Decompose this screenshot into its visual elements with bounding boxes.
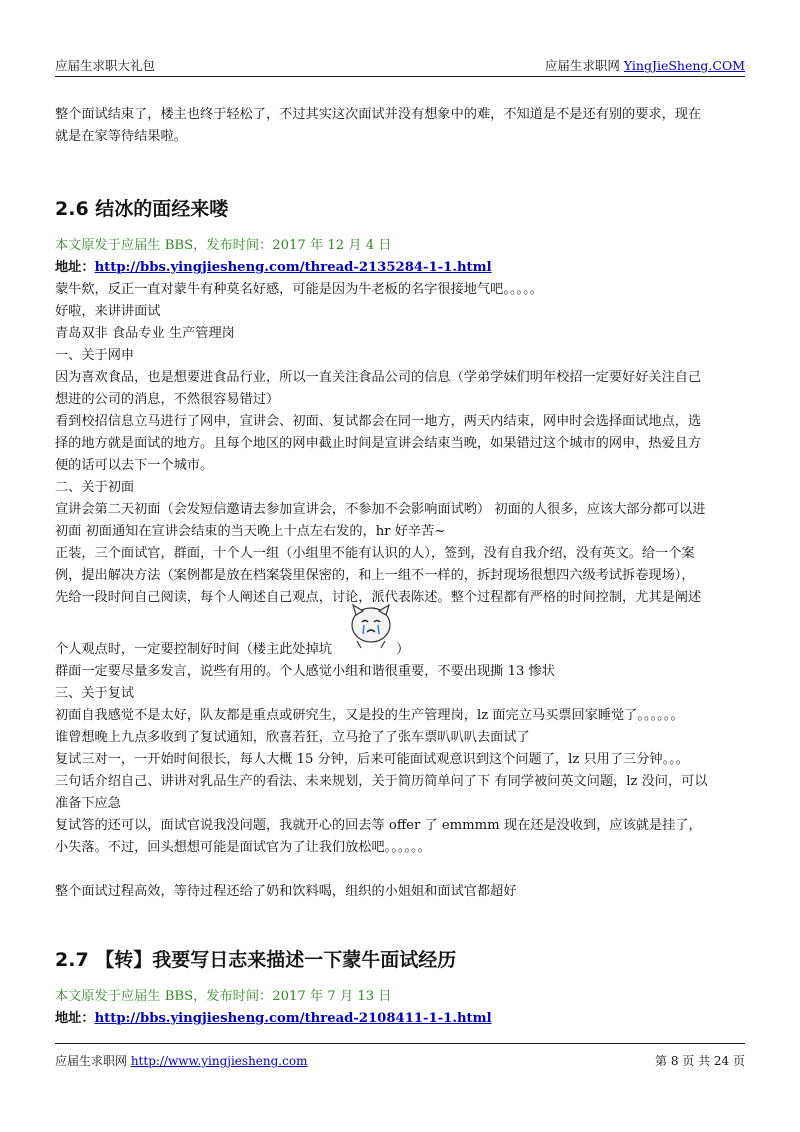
page-footer [55, 1043, 745, 1072]
text-line: 择的地方就是面试的地方。且每个地区的网申截止时间是宣讲会结束当晚，如果错过这个城市的网申，热爱且方 [55, 436, 702, 451]
section-2-6-address [55, 257, 747, 279]
page-number: 第 8 页 共 24 页 [655, 1054, 745, 1068]
section-2-6-source: 本文原发于应届生 BBS，发布时间：2017 年 12 月 4 日 [55, 238, 392, 253]
text-line: 一、关于网申 [55, 348, 135, 363]
footer-site [55, 1052, 307, 1069]
text-line: 宣讲会第二天初面（会发短信邀请去参加宣讲会，不参加不会影响面试哟） 初面的人很多，应该大部分都可以进 [55, 502, 706, 517]
text-line: 例，提出解决方法（案例都是放在档案袋里保密的，和上一组不一样的，拆封现场很想四六级考试拆卷现场）， [55, 568, 695, 583]
text-line: 二、关于初面 [55, 480, 135, 495]
section-2-7-address [55, 1008, 747, 1030]
text-line: 准备下应急 [55, 796, 121, 811]
text-line: 小失落。不过，回头想想可能是面试官为了让我们放松吧。。。。。。 [55, 840, 431, 855]
address-label: 地址： [55, 1011, 95, 1026]
header-site-link[interactable]: YingJieSheng.COM [623, 58, 745, 73]
section-2-6-body [55, 279, 747, 609]
page-header [55, 50, 745, 77]
text-line: 因为喜欢食品，也是想要进食品行业，所以一直关注食品公司的信息（学弟学妹们明年校招一定要好好关注自己 [55, 370, 702, 385]
text-line: 初面自我感觉不是太好，队友都是重点或研究生，又是投的生产管理岗，lz 面完立马买票回家睡觉了。。。。。。 [55, 708, 684, 723]
section-2-7-link[interactable]: http://bbs.yingjiesheng.com/thread-2108411-1-1.html [94, 1011, 492, 1026]
header-title: 应届生求职大礼包 [55, 58, 156, 73]
text-line: 先给一段时间自己阅读，每个人阐述自己观点，讨论，派代表陈述。整个过程都有严格的时间控制，尤其是阐述 [55, 590, 702, 605]
page-content [55, 104, 747, 1030]
text-line: 便的话可以去下一个城市。 [55, 458, 214, 473]
text-line: 初面 初面通知在宣讲会结束的当天晚上十点左右发的，hr 好辛苦~ [55, 524, 446, 539]
address-label: 地址： [55, 260, 95, 275]
sticker-line-text: 个人观点时，一定要控制好时间（楼主此处掉坑 [55, 642, 332, 657]
header-site-name: 应届生求职网 [544, 58, 624, 73]
footer-site-name: 应届生求职网 [55, 1054, 131, 1068]
section-2-6-link[interactable]: http://bbs.yingjiesheng.com/thread-2135284-1-1.html [94, 260, 492, 275]
text-line: 群面一定要尽量多发言，说些有用的。个人感觉小组和谐很重要，不要出现撕 13 惨状 [55, 664, 555, 679]
header-site [545, 56, 745, 74]
sticker-line-close: ） [396, 642, 410, 657]
intro-paragraph [55, 104, 747, 148]
text-line: 正装，三个面试官，群面，十个人一组（小组里不能有认识的人），签到，没有自我介绍，没有英文。给一个案 [55, 546, 695, 561]
text-line: 看到校招信息立马进行了网申，宣讲会、初面、复试都会在同一地方，两天内结束，网申时会选择面试地点，选 [55, 414, 702, 429]
section-2-6-body-continued [55, 661, 747, 859]
text-line: 想进的公司的消息，不然很容易错过） [55, 392, 280, 407]
section-2-6-heading: 2.6 结冰的面经来喽 [55, 198, 229, 220]
spacer [55, 859, 747, 881]
text-line: 复试答的还可以，面试官说我没问题，我就开心的回去等 offer 了 emmmm 现在还是没收到，应该就是挂了， [55, 818, 702, 833]
footer-site-link[interactable]: http://www.yingjiesheng.com [130, 1054, 308, 1068]
text-line: 好啦，来讲讲面试 [55, 304, 161, 319]
text-line: 整个面试结束了，楼主也终于轻松了，不过其实这次面试并没有想象中的难，不知道是不是还有别的要求，现在 [55, 107, 702, 122]
text-line: 三、关于复试 [55, 686, 135, 701]
text-line: 蒙牛欸，反正一直对蒙牛有种莫名好感，可能是因为牛老板的名字很接地气吧。。。。。 [55, 282, 543, 297]
section-2-7-source: 本文原发于应届生 BBS，发布时间：2017 年 7 月 13 日 [55, 989, 392, 1004]
crying-face-sticker-icon [347, 601, 395, 651]
text-line: 三句话介绍自己、讲讲对乳品生产的看法、未来规划，关于简历简单问了下 有同学被问英文问题，lz 没问，可以 [55, 774, 708, 789]
text-line: 复试三对一，一开始时间很长，每人大概 15 分钟，后来可能面试观意识到这个问题了，lz 只用了三分钟。。。 [55, 752, 689, 767]
sticker-line [55, 639, 747, 661]
text-line: 谁曾想晚上九点多收到了复试通知，欣喜若狂，立马抢了了张车票叭叭叭去面试了 [55, 730, 530, 745]
section-2-6-closing: 整个面试过程高效，等待过程还给了奶和饮料喝，组织的小姐姐和面试官都超好 [55, 884, 517, 899]
text-line: 就是在家等待结果啦。 [55, 129, 187, 144]
text-line: 青岛双非 食品专业 生产管理岗 [55, 326, 235, 341]
section-2-7-heading: 2.7 【转】我要写日志来描述一下蒙牛面试经历 [55, 949, 457, 971]
